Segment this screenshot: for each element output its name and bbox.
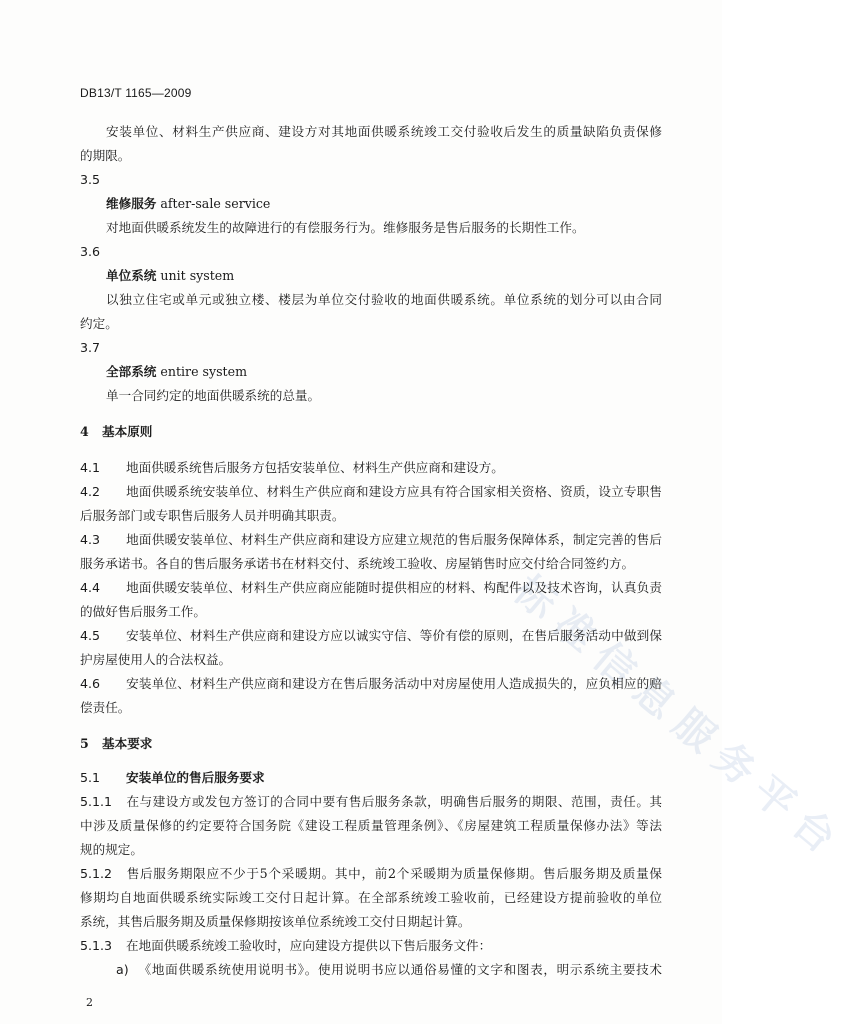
clause-text: 在地面供暖系统竣工验收时，应向建设方提供以下售后服务文件： xyxy=(126,938,492,953)
intro-line-1: 安装单位、材料生产供应商、建设方对其地面供暖系统竣工交付验收后发生的质量缺陷负责保修 xyxy=(106,124,662,139)
clause-text-continued: 系统，其售后服务期及质量保修期按该单位系统竣工交付日期起计算。 xyxy=(80,914,471,929)
section-title: 基本原则 xyxy=(102,424,153,439)
definition-number: 3.5 xyxy=(80,172,101,187)
list-item-a xyxy=(116,962,662,978)
section-heading xyxy=(80,424,152,440)
clause-text: 地面供暖安装单位、材料生产供应商应能随时提供相应的材料、构配件以及技术咨询，认真负责 xyxy=(126,580,662,595)
watermark: 标准信息服务平台 xyxy=(504,566,853,870)
document-code: DB13/T 1165—2009 xyxy=(80,86,192,100)
clause-text-continued: 护房屋使用人的合法权益。 xyxy=(80,652,232,667)
subsection-title: 安装单位的售后服务要求 xyxy=(126,770,265,785)
clause-number: 5.1.1 xyxy=(80,794,113,809)
clause-5-1-1 xyxy=(80,794,662,810)
definition-number: 3.6 xyxy=(80,244,101,259)
clause-number: 4.2 xyxy=(80,484,101,499)
term-cn: 维修服务 xyxy=(106,196,157,211)
list-item-text: 《地面供暖系统使用说明书》。使用说明书应以通俗易懂的文字和图表，明示系统主要技术 xyxy=(138,962,662,977)
intro-line-2: 的期限。 xyxy=(80,148,131,163)
list-item-label: a) xyxy=(116,962,129,977)
definition-text: 单一合同约定的地面供暖系统的总量。 xyxy=(106,388,321,403)
clause-number: 4.6 xyxy=(80,676,101,691)
clause-text: 在与建设方或发包方签订的合同中要有售后服务条款，明确售后服务的期限、范围，责任。其 xyxy=(126,794,662,809)
clause-text: 地面供暖系统售后服务方包括安装单位、材料生产供应商和建设方。 xyxy=(126,460,504,475)
clause-4-2 xyxy=(80,484,662,500)
clause-text-continued: 中涉及质量保修的约定要符合国务院《建设工程质量管理条例》、《房屋建筑工程质量保修办法》等法 xyxy=(80,818,662,833)
clause-number: 5.1.2 xyxy=(80,866,113,881)
clause-number: 4.1 xyxy=(80,460,101,475)
clause-text-continued: 偿责任。 xyxy=(80,700,131,715)
clause-5-1-2 xyxy=(80,866,662,882)
clause-text-continued: 服务承诺书。各自的售后服务承诺书在材料交付、系统竣工验收、房屋销售时应交付给合同签约方。 xyxy=(80,556,635,571)
definition-term xyxy=(106,268,234,284)
definition-text-line-1: 以独立住宅或单元或独立楼、楼层为单位交付验收的地面供暖系统。单位系统的划分可以由合同 xyxy=(106,292,662,307)
clause-4-3 xyxy=(80,532,662,548)
clause-4-4 xyxy=(80,580,662,596)
clause-text-continued: 后服务部门或专职售后服务人员并明确其职责。 xyxy=(80,508,345,523)
clause-text: 售后服务期限应不少于5个采暖期。其中，前2个采暖期为质量保修期。售后服务期及质量保 xyxy=(126,866,662,881)
section-number: 4 xyxy=(80,424,89,439)
definition-term xyxy=(106,196,270,212)
clause-text-continued: 修期均自地面供暖系统实际竣工交付日起计算。在全部系统竣工验收前，已经建设方提前验收的单位 xyxy=(80,890,662,905)
clause-number: 4.4 xyxy=(80,580,101,595)
definition-term xyxy=(106,364,247,380)
clause-text: 安装单位、材料生产供应商和建设方应以诚实守信、等价有偿的原则，在售后服务活动中做到保 xyxy=(126,628,662,643)
subsection-number: 5.1 xyxy=(80,770,101,785)
definition-text-line-2: 约定。 xyxy=(80,316,118,331)
clause-4-1 xyxy=(80,460,504,476)
term-cn: 单位系统 xyxy=(106,268,157,283)
clause-text: 地面供暖系统安装单位、材料生产供应商和建设方应具有符合国家相关资格、资质，设立专职售 xyxy=(126,484,662,499)
definition-number: 3.7 xyxy=(80,340,101,355)
clause-text-continued: 规的规定。 xyxy=(80,842,143,857)
section-number: 5 xyxy=(80,736,89,751)
clause-number: 5.1.3 xyxy=(80,938,113,953)
term-en: entire system xyxy=(160,364,248,379)
section-title: 基本要求 xyxy=(102,736,153,751)
clause-4-6 xyxy=(80,676,662,692)
clause-text: 地面供暖安装单位、材料生产供应商和建设方应建立规范的售后服务保障体系，制定完善的售后 xyxy=(126,532,662,547)
term-cn: 全部系统 xyxy=(106,364,157,379)
clause-text: 安装单位、材料生产供应商和建设方在售后服务活动中对房屋使用人造成损失的，应负相应的赔 xyxy=(126,676,662,691)
clause-5-1-3 xyxy=(80,938,491,954)
subsection-heading xyxy=(80,770,265,786)
clause-number: 4.5 xyxy=(80,628,101,643)
page-number: 2 xyxy=(86,996,93,1009)
clause-4-5 xyxy=(80,628,662,644)
clause-number: 4.3 xyxy=(80,532,101,547)
term-en: unit system xyxy=(160,268,235,283)
section-heading xyxy=(80,736,152,752)
definition-text: 对地面供暖系统发生的故障进行的有偿服务行为。维修服务是售后服务的长期性工作。 xyxy=(106,220,585,235)
clause-text-continued: 的做好售后服务工作。 xyxy=(80,604,206,619)
term-en: after-sale service xyxy=(160,196,271,211)
